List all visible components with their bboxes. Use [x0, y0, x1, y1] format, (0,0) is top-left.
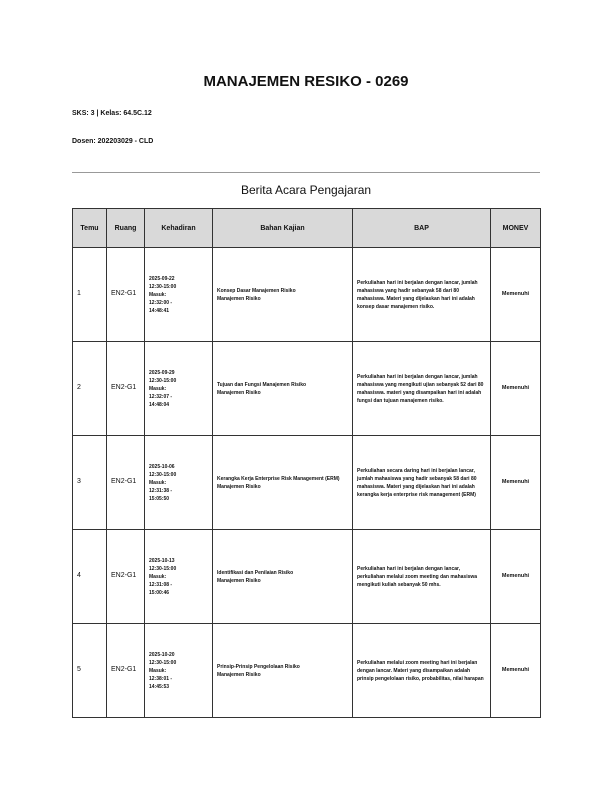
- header-bahan-kajian: Bahan Kajian: [213, 209, 353, 248]
- cell-temu: 2: [73, 342, 107, 436]
- cell-bahan-kajian: Identifikasi dan Penilaian Risiko Manajemen Risiko: [213, 530, 353, 624]
- cell-ruang: EN2-G1: [107, 530, 145, 624]
- cell-bap: Perkuliahan secara daring hari ini berjalan lancar, jumlah mahasiswa yang hadir sebanyak 58 dari 80 mahasiswa. Materi yang dijelaskan hari ini adalah kerangka kerja enterprise risk management (ERM): [353, 436, 491, 530]
- cell-ruang: EN2-G1: [107, 248, 145, 342]
- header-temu: Temu: [73, 209, 107, 248]
- cell-ruang: EN2-G1: [107, 436, 145, 530]
- cell-bap: Perkuliahan hari ini berjalan dengan lancar, jumlah mahasiswa yang hadir sebanyak 58 dari 80 mahasiswa. Materi yang dijelaskan hari ini adalah konsep dasar manajemen risiko.: [353, 248, 491, 342]
- header-bap: BAP: [353, 209, 491, 248]
- bap-table: [72, 208, 541, 718]
- table-row: [73, 436, 541, 530]
- cell-kehadiran: 2025-10-13 12:30-15:00 Masuk: 12:31:08 - 15:00:46: [145, 530, 213, 624]
- cell-kehadiran: 2025-10-20 12:30-15:00 Masuk: 12:38:01 - 14:45:53: [145, 624, 213, 718]
- cell-monev: Memenuhi: [491, 436, 541, 530]
- cell-temu: 3: [73, 436, 107, 530]
- cell-ruang: EN2-G1: [107, 624, 145, 718]
- table-row: [73, 530, 541, 624]
- cell-bahan-kajian: Konsep Dasar Manajemen Risiko Manajemen Risiko: [213, 248, 353, 342]
- cell-temu: 4: [73, 530, 107, 624]
- header-monev: MONEV: [491, 209, 541, 248]
- cell-ruang: EN2-G1: [107, 342, 145, 436]
- header-ruang: Ruang: [107, 209, 145, 248]
- cell-monev: Memenuhi: [491, 248, 541, 342]
- cell-bap: Perkuliahan hari ini berjalan dengan lancar, perkuliahan melalui zoom meeting dan mahasiswa mengikuti kuliah sebanyak 50 mhs.: [353, 530, 491, 624]
- cell-bahan-kajian: Prinsip-Prinsip Pengelolaan Risiko Manajemen Risiko: [213, 624, 353, 718]
- cell-kehadiran: 2025-10-06 12:30-15:00 Masuk: 12:31:38 - 15:05:50: [145, 436, 213, 530]
- table-row: [73, 342, 541, 436]
- divider: [72, 172, 540, 173]
- cell-temu: 5: [73, 624, 107, 718]
- dosen-info: Dosen: 202203029 - CLD: [72, 138, 154, 145]
- cell-bahan-kajian: Tujuan dan Fungsi Manajemen Risiko Manajemen Risiko: [213, 342, 353, 436]
- cell-monev: Memenuhi: [491, 530, 541, 624]
- table-row: [73, 248, 541, 342]
- document-title: MANAJEMEN RESIKO - 0269: [203, 73, 409, 90]
- cell-bahan-kajian: Kerangka Kerja Enterprise Risk Management (ERM) Manajemen Risiko: [213, 436, 353, 530]
- cell-kehadiran: 2025-09-29 12:30-15:00 Masuk: 12:32:07 - 14:48:04: [145, 342, 213, 436]
- cell-monev: Memenuhi: [491, 624, 541, 718]
- cell-kehadiran: 2025-09-22 12:30-15:00 Masuk: 12:32:00 - 14:48:41: [145, 248, 213, 342]
- table-header-row: [73, 209, 541, 248]
- sks-kelas-info: SKS: 3 | Kelas: 64.5C.12: [72, 110, 152, 117]
- section-title: Berita Acara Pengajaran: [240, 183, 372, 197]
- cell-bap: Perkuliahan hari ini berjalan dengan lancar, jumlah mahasiswa yang mengikuti ujian sebanyak 52 dari 80 mahasiswa. materi yang disampaikan hari ini adalah fungsi dan tujuan manajemen risiko.: [353, 342, 491, 436]
- cell-monev: Memenuhi: [491, 342, 541, 436]
- header-kehadiran: Kehadiran: [145, 209, 213, 248]
- table-row: [73, 624, 541, 718]
- cell-temu: 1: [73, 248, 107, 342]
- cell-bap: Perkuliahan melalui zoom meeting hari ini berjalan dengan lancar. Materi yang disampaikan adalah prinsip pengelolaan risiko, probabilitas, nilai harapan: [353, 624, 491, 718]
